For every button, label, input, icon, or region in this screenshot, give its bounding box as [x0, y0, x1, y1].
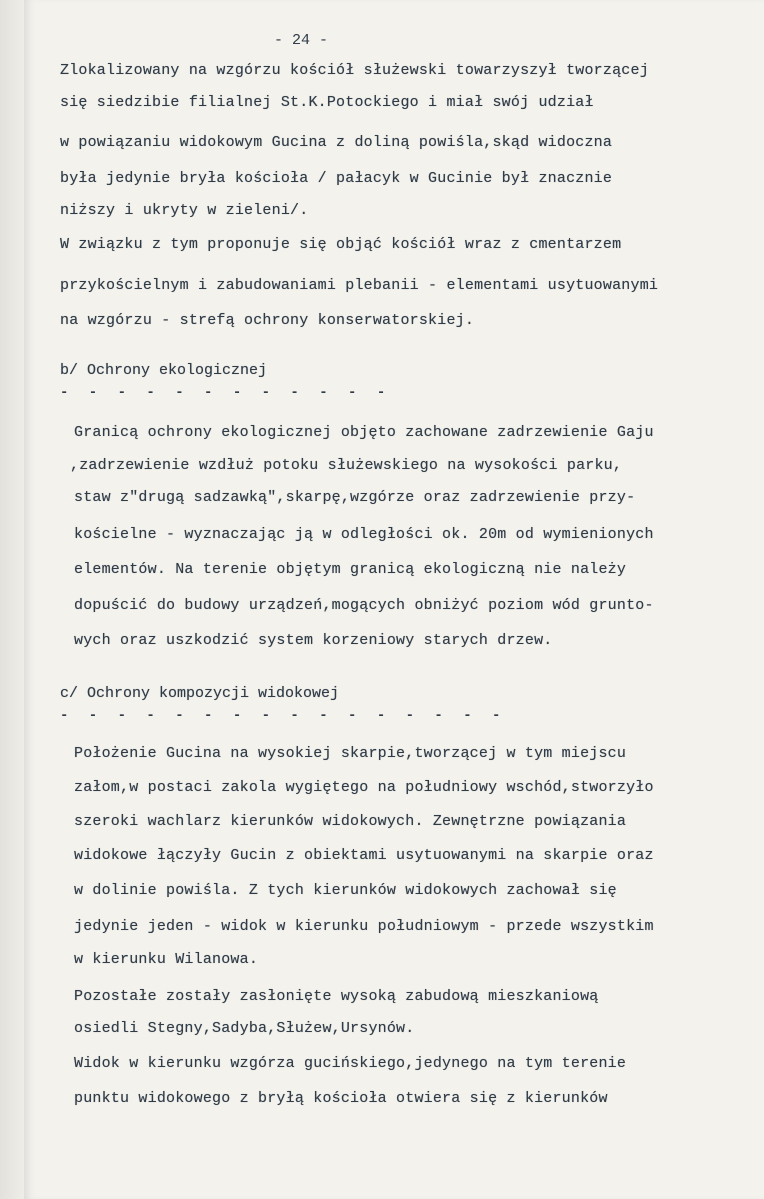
- text-line: Położenie Gucina na wysokiej skarpie,tworzącej w tym miejscu: [74, 745, 627, 762]
- text-line: w dolinie powiśla. Z tych kierunków widokowych zachował się: [74, 882, 617, 899]
- text-line: szeroki wachlarz kierunków widokowych. Zewnętrzne powiązania: [74, 813, 627, 830]
- text-line: przykościelnym i zabudowaniami plebanii - elementami usytuowanymi: [60, 277, 659, 294]
- text-line: Widok w kierunku wzgórza gucińskiego,jedynego na tym terenie: [74, 1055, 627, 1072]
- scan-left-edge: [0, 0, 24, 1199]
- section-c-underline: - - - - - - - - - - - - - - - -: [60, 708, 507, 724]
- text-line: na wzgórzu - strefą ochrony konserwatorskiej.: [60, 312, 475, 329]
- text-line: Pozostałe zostały zasłonięte wysoką zabudową mieszkaniową: [74, 988, 599, 1005]
- page-number: - 24 -: [274, 32, 329, 49]
- text-line: ,zadrzewienie wzdłuż potoku służewskiego na wysokości parku,: [70, 457, 623, 474]
- text-line: kościelne - wyznaczając ją w odległości ok. 20m od wymienionych: [74, 526, 654, 543]
- document-page: [24, 0, 764, 1199]
- text-line: elementów. Na terenie objętym granicą ekologiczną nie należy: [74, 561, 627, 578]
- text-line: Zlokalizowany na wzgórzu kościół służewski towarzyszył tworzącej: [60, 62, 649, 79]
- text-line: w kierunku Wilanowa.: [74, 951, 259, 968]
- text-line: niższy i ukryty w zieleni/.: [60, 202, 309, 219]
- section-b-heading: b/ Ochrony ekologicznej: [60, 362, 268, 379]
- text-line: była jedynie bryła kościoła / pałacyk w Gucinie był znacznie: [60, 170, 613, 187]
- text-line: jedynie jeden - widok w kierunku południowym - przede wszystkim: [74, 918, 654, 935]
- text-line: staw z"drugą sadzawką",skarpę,wzgórze oraz zadrzewienie przy-: [74, 489, 636, 506]
- text-line: w powiązaniu widokowym Gucina z doliną powiśla,skąd widoczna: [60, 134, 613, 151]
- text-line: widokowe łączyły Gucin z obiektami usytuowanymi na skarpie oraz: [74, 847, 654, 864]
- text-line: punktu widokowego z bryłą kościoła otwiera się z kierunków: [74, 1090, 608, 1107]
- section-b-underline: - - - - - - - - - - - -: [60, 385, 392, 401]
- text-line: osiedli Stegny,Sadyba,Służew,Ursynów.: [74, 1020, 415, 1037]
- text-line: dopuścić do budowy urządzeń,mogących obniżyć poziom wód grunto-: [74, 597, 654, 614]
- text-line: się siedzibie filialnej St.K.Potockiego i miał swój udział: [60, 94, 594, 111]
- text-line: wych oraz uszkodzić system korzeniowy starych drzew.: [74, 632, 553, 649]
- section-c-heading: c/ Ochrony kompozycji widokowej: [60, 685, 340, 702]
- text-line: załom,w postaci zakola wygiętego na południowy wschód,stworzyło: [74, 779, 654, 796]
- text-line: Granicą ochrony ekologicznej objęto zachowane zadrzewienie Gaju: [74, 424, 654, 441]
- text-line: W związku z tym proponuje się objąć kościół wraz z cmentarzem: [60, 236, 622, 253]
